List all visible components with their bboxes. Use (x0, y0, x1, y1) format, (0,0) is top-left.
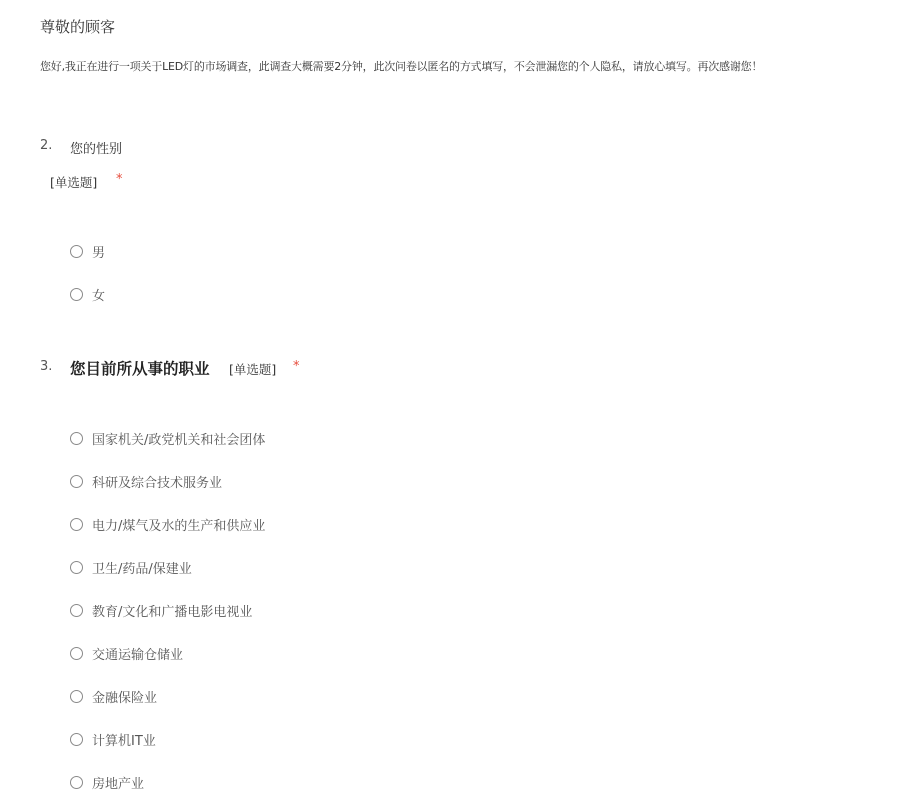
required-mark: * (293, 359, 300, 374)
required-mark: * (116, 172, 123, 187)
radio-button[interactable] (70, 776, 83, 789)
radio-option-female[interactable] (70, 284, 105, 304)
radio-button[interactable] (70, 432, 83, 445)
survey-greeting: 尊敬的顾客 (40, 18, 116, 36)
radio-option[interactable] (70, 514, 265, 534)
radio-option[interactable] (70, 428, 265, 448)
radio-option[interactable] (70, 686, 157, 706)
option-label: 交通运输仓储业 (92, 647, 184, 663)
radio-option[interactable] (70, 471, 222, 491)
option-label: 卫生/药品/保建业 (92, 561, 192, 577)
radio-option[interactable] (70, 772, 144, 792)
radio-button[interactable] (70, 245, 83, 258)
question-type-label: [单选题] (229, 362, 277, 377)
radio-button[interactable] (70, 475, 83, 488)
option-label: 计算机IT业 (92, 733, 156, 749)
radio-button[interactable] (70, 288, 83, 301)
option-label: 国家机关/政党机关和社会团体 (92, 432, 266, 448)
radio-button[interactable] (70, 518, 83, 531)
radio-button[interactable] (70, 690, 83, 703)
option-label: 房地产业 (92, 776, 145, 792)
question-number: 3. (40, 359, 53, 374)
radio-option[interactable] (70, 557, 192, 577)
option-label: 男 (92, 245, 106, 261)
question-title: 您目前所从事的职业 (70, 360, 210, 378)
radio-button[interactable] (70, 604, 83, 617)
radio-button[interactable] (70, 647, 83, 660)
radio-option-male[interactable] (70, 241, 105, 261)
radio-button[interactable] (70, 733, 83, 746)
option-label: 金融保险业 (92, 690, 158, 706)
radio-option[interactable] (70, 643, 183, 663)
option-label: 电力/煤气及水的生产和供应业 (92, 518, 266, 534)
question-type-label: [单选题] (50, 175, 98, 190)
option-label: 教育/文化和广播电影电视业 (92, 604, 253, 620)
question-number: 2. (40, 138, 53, 153)
radio-option[interactable] (70, 600, 252, 620)
question-title: 您的性别 (70, 142, 123, 157)
radio-option[interactable] (70, 729, 156, 749)
option-label: 科研及综合技术服务业 (92, 475, 223, 491)
option-label: 女 (92, 288, 106, 304)
survey-intro: 您好,我正在进行一项关于LED灯的市场调查，此调查大概需要2分钟，此次问卷以匿名的方式填写，不会泄漏您的个人隐私，请放心填写。再次感谢您！ (40, 60, 763, 73)
radio-button[interactable] (70, 561, 83, 574)
